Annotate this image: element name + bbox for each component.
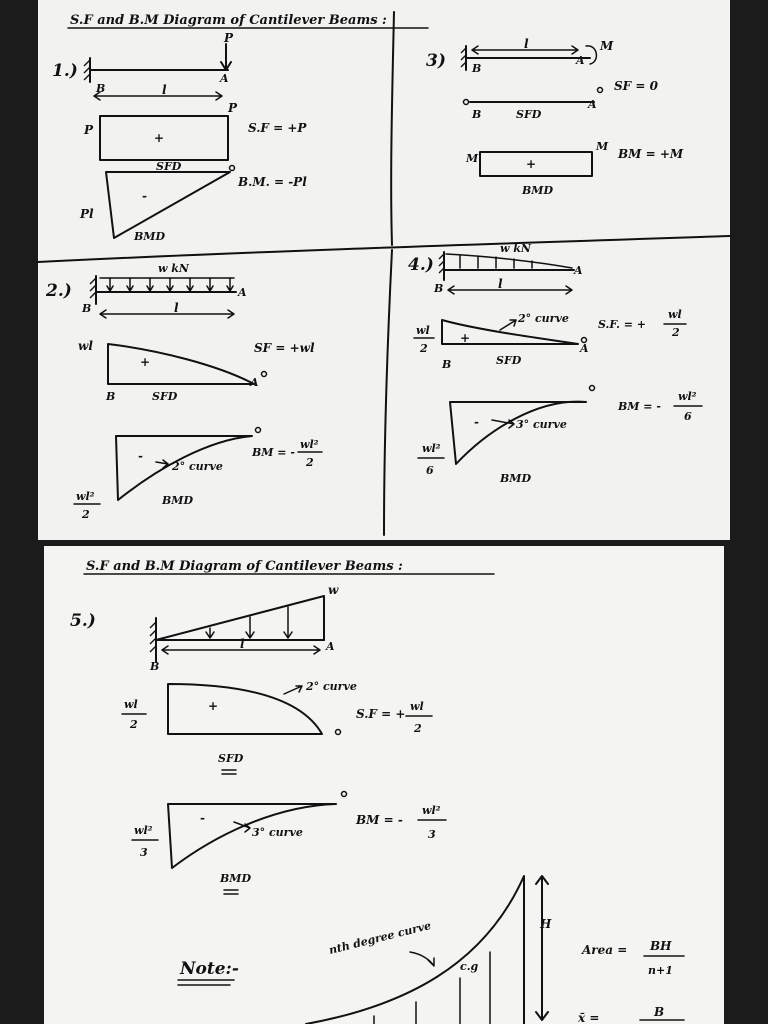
p4-bmd-label: BMD (500, 472, 532, 485)
p3-sfd-start-point (464, 100, 469, 105)
p2-sfd-sign: + (140, 355, 151, 369)
note-label: Note:- (180, 959, 239, 979)
p5-sfd-label: SFD (218, 752, 244, 765)
p4-curve-pointer (500, 320, 516, 330)
note-xbar-numerator: B (654, 1005, 665, 1019)
p2-bmd-left-numerator: wl² (76, 490, 95, 503)
p2-bm-equation-lhs: BM = - (252, 446, 295, 459)
p5-bmd-left-denominator: 3 (140, 846, 148, 859)
p3-number: 3) (426, 51, 446, 71)
sheet-2-drawing (44, 546, 724, 1024)
p2-udl-arrows (107, 278, 233, 291)
p5-load-label: w (328, 583, 339, 597)
p4-bmd-left-denominator: 6 (426, 464, 434, 477)
notes-sheet-2 (44, 546, 724, 1024)
p2-end-a: A (238, 286, 247, 299)
p5-curve-pointer (284, 686, 302, 694)
p1-bmd-sign: - (142, 189, 147, 203)
p3-sfd-end-point (598, 88, 603, 93)
p2-number: 2.) (46, 281, 72, 301)
p2-bmd-sign: - (138, 449, 143, 463)
p2-sfd-a: A (250, 376, 259, 389)
p4-bm-numerator: wl² (678, 390, 697, 403)
p1-number: 1.) (52, 61, 78, 81)
p4-bmd-end-point (590, 386, 595, 391)
p1-bmd-triangle (106, 172, 230, 238)
p2-load-label: w kN (158, 262, 189, 275)
p3-moment-arrow (586, 46, 596, 64)
p5-curve3-label: 3° curve (252, 826, 303, 839)
p2-sfd-left: wl (78, 339, 93, 353)
p4-bm-equation-lhs: BM = - (618, 400, 661, 413)
p3-bmd-label: BMD (522, 184, 554, 197)
p3-sfd-label: SFD (516, 108, 542, 121)
p5-sf-numerator: wl (410, 700, 424, 713)
note-xbar-lhs: x̄ = (578, 1011, 600, 1024)
sheet-1-drawing (38, 0, 730, 540)
p4-load-label: w kN (500, 242, 531, 255)
p4-bmd-sign: - (474, 415, 479, 429)
p3-length-label: l (524, 37, 529, 51)
p4-curve-label: 2° curve (518, 312, 569, 325)
p5-bmd-left-numerator: wl² (134, 824, 153, 837)
p5-bm-equation-lhs: BM = - (356, 813, 403, 827)
p2-bmd-left-denominator: 2 (82, 508, 90, 521)
p5-end-b: B (150, 660, 160, 673)
p1-sfd-sign: + (154, 131, 165, 145)
p1-sfd-left: P (84, 123, 94, 137)
p5-bm-numerator: wl² (422, 804, 441, 817)
p1-end-b: B (96, 82, 106, 95)
p1-load-label: P (224, 31, 234, 45)
p2-sfd-shape (108, 344, 254, 384)
p3-sfd-a: A (588, 98, 597, 111)
p1-bm-equation: B.M. = -Pl (238, 175, 307, 189)
p5-load-triangle (156, 596, 324, 640)
p4-end-b: B (434, 282, 444, 295)
p5-bmd-label-underline (224, 890, 238, 894)
p2-sf-equation: SF = +wl (254, 341, 315, 355)
p4-sfd-a: A (580, 342, 589, 355)
p4-bm-denominator: 6 (684, 410, 692, 423)
p3-end-a: A (576, 54, 585, 67)
p3-end-b: B (472, 62, 482, 75)
p5-sf-denominator: 2 (414, 722, 422, 735)
p1-sfd-label: SFD (156, 160, 182, 173)
p1-length-label: l (162, 83, 167, 97)
p4-load-curve (446, 254, 572, 268)
p5-bmd-label: BMD (220, 872, 252, 885)
p5-number: 5.) (70, 611, 96, 631)
p4-bmd-left-numerator: wl² (422, 442, 441, 455)
p2-end-b: B (82, 302, 92, 315)
p5-sfd-sign: + (208, 699, 219, 713)
note-area-denominator: n+1 (648, 964, 673, 977)
divider-vertical-top (391, 12, 394, 245)
p3-bmd-left: M (466, 152, 479, 165)
p4-sfd-label: SFD (496, 354, 522, 367)
p1-sf-equation: S.F = +P (248, 121, 307, 135)
p5-end-a: A (326, 640, 335, 653)
p5-bm-denominator: 3 (428, 828, 436, 841)
note-area-lhs: Area = (582, 943, 628, 957)
p5-curve-label: 2° curve (306, 680, 357, 693)
p4-sfd-sign: + (460, 331, 471, 345)
p3-sf-equation: SF = 0 (614, 79, 658, 93)
p2-sfd-b: B (106, 390, 116, 403)
p1-bmd-left: Pl (80, 207, 94, 221)
p5-sfd-left-denominator: 2 (130, 718, 138, 731)
p5-bmd-end-point (342, 792, 347, 797)
p4-length-arrow (448, 286, 572, 294)
p2-bmd-end-point (256, 428, 261, 433)
p5-bmd-sign: - (200, 811, 205, 825)
p2-curve-label: 2° curve (172, 460, 223, 473)
p5-sfd-left-numerator: wl (124, 698, 138, 711)
p1-length-arrow (94, 92, 222, 100)
p3-bmd-right: M (596, 140, 609, 153)
p1-end-a: A (220, 72, 229, 85)
note-curve-label: nth degree curve (327, 918, 433, 957)
p4-bmd-shape (450, 402, 586, 464)
p4-curve3-pointer (492, 420, 514, 428)
p4-end-a: A (574, 264, 583, 277)
note-height-arrow (536, 876, 548, 1020)
p1-bmd-end-point (230, 166, 235, 171)
p2-length-label: l (174, 301, 179, 315)
p4-sfd-left-numerator: wl (416, 324, 430, 337)
p3-sfd-b: B (472, 108, 482, 121)
p5-length-label: l (240, 637, 245, 651)
p2-bm-numerator: wl² (300, 438, 319, 451)
p2-sfd-label: SFD (152, 390, 178, 403)
p4-sf-denominator: 2 (672, 326, 680, 339)
p4-load-arrows (460, 255, 532, 268)
p5-sfd-end-point (336, 730, 341, 735)
note-area-numerator: BH (650, 939, 672, 953)
p3-bmd-sign: + (526, 157, 537, 171)
p5-sf-equation-lhs: S.F = + (356, 707, 406, 721)
p2-length-arrow (100, 310, 234, 318)
p1-bmd-label: BMD (134, 230, 166, 243)
note-curve-pointer (410, 952, 434, 966)
p4-sf-equation-lhs: S.F. = + (598, 318, 647, 331)
p1-sfd-right: P (228, 101, 238, 115)
note-cg-label: c.g (460, 960, 479, 973)
divider-vertical-bottom (384, 250, 392, 535)
note-height-label: H (540, 917, 552, 931)
p4-sfd-b: B (442, 358, 452, 371)
p3-moment-label: M (600, 39, 614, 53)
p3-bm-equation: BM = +M (618, 147, 684, 161)
p2-bm-denominator: 2 (306, 456, 314, 469)
p4-sf-numerator: wl (668, 308, 682, 321)
note-underline (178, 980, 234, 985)
p4-length-label: l (498, 277, 503, 291)
p2-bmd-label: BMD (162, 494, 194, 507)
p5-sfd-label-underline (222, 770, 236, 774)
notes-sheet-1 (38, 0, 730, 540)
sheet-1-title: S.F and B.M Diagram of Cantilever Beams : (70, 13, 387, 28)
p4-curve3-label: 3° curve (516, 418, 567, 431)
p4-sfd-left-denominator: 2 (420, 342, 428, 355)
sheet-2-title: S.F and B.M Diagram of Cantilever Beams : (86, 559, 403, 574)
p2-sfd-end-point (262, 372, 267, 377)
p1-point-load-arrow (221, 44, 231, 70)
p4-number: 4.) (408, 255, 434, 275)
